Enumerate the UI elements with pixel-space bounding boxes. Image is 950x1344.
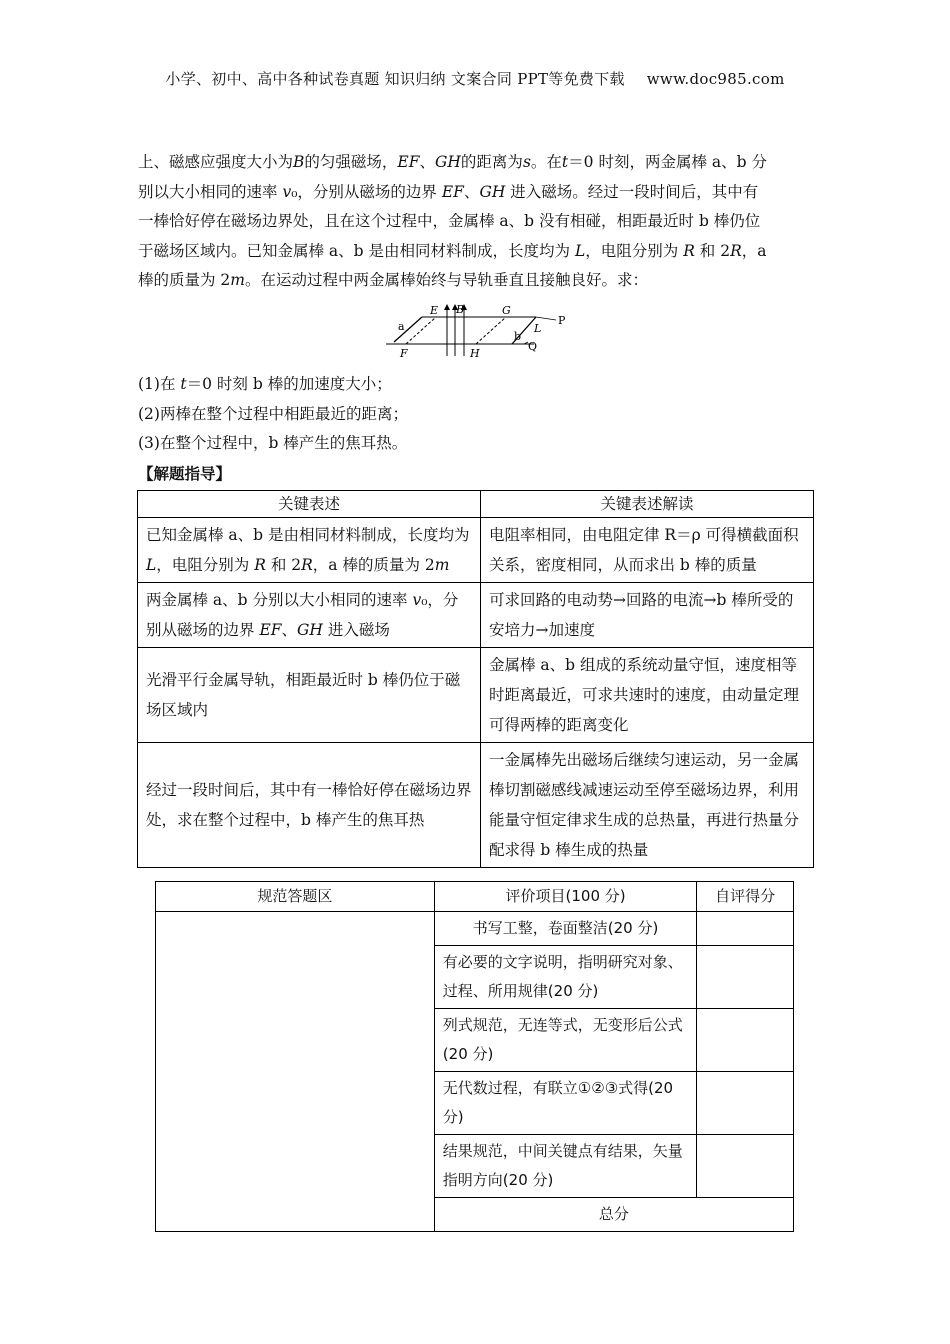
leader-line-p — [536, 317, 556, 320]
key-interpretation: 电阻率相同，由电阻定律 R＝ρ 可得横截面积关系，密度相同，从而求出 b 棒的质量 — [481, 518, 814, 583]
rubric-header: 自评得分 — [697, 882, 794, 912]
boundary-ef — [406, 317, 436, 344]
question-list — [138, 370, 408, 459]
self-score-cell[interactable] — [697, 1009, 794, 1072]
rubric-header-row — [156, 882, 794, 912]
label-p: P — [558, 314, 566, 327]
label-f: F — [400, 347, 408, 360]
self-score-cell[interactable] — [697, 946, 794, 1009]
label-q: Q — [528, 340, 538, 353]
label-l: L — [534, 322, 542, 335]
table-row — [156, 912, 794, 946]
guide-title: 【解题指导】 — [138, 464, 232, 483]
self-score-cell[interactable] — [697, 912, 794, 946]
key-statement: 光滑平行金属导轨，相距最近时 b 棒仍位于磁场区域内 — [138, 648, 481, 743]
label-a: a — [398, 320, 405, 333]
key-statement: 经过一段时间后，其中有一棒恰好停在磁场边界处，求在整个过程中，b 棒产生的焦耳热 — [138, 743, 481, 868]
label-b-field: B — [456, 303, 465, 316]
label-e: E — [430, 304, 439, 317]
problem-statement — [138, 148, 814, 296]
problem-line: 一棒恰好停在磁场边界处，且在这个过程中，金属棒 a、b 没有相碰，相距最近时 b 棒仍位 — [138, 212, 761, 230]
page-header — [0, 68, 950, 89]
problem-line: 于磁场区域内。已知金属棒 a、b 是由相同材料制成，长度均为 L，电阻分别为 R 和 2R，a — [138, 241, 767, 260]
rubric-item: 有必要的文字说明，指明研究对象、过程、所用规律(20 分) — [434, 946, 697, 1009]
key-interpretation: 一金属棒先出磁场后继续匀速运动，另一金属棒切割磁感线减速运动至停至磁场边界，利用能量守恒定律求生成的总热量，再进行热量分配求得 b 棒生成的热量 — [481, 743, 814, 868]
rubric-item: 结果规范，中间关键点有结果，矢量指明方向(20 分) — [434, 1135, 697, 1198]
rubric-item: 书写工整，卷面整洁(20 分) — [434, 912, 697, 946]
self-score-cell[interactable] — [697, 1072, 794, 1135]
guide-header: 关键表述 — [138, 491, 481, 518]
problem-line: 别以大小相同的速率 v₀，分别从磁场的边界 EF、GH 进入磁场。经过一段时间后，其中有 — [138, 182, 759, 201]
rail-diagram — [384, 302, 574, 364]
table-row — [138, 583, 814, 648]
problem-line: 棒的质量为 2m。在运动过程中两金属棒始终与导轨垂直且接触良好。求： — [138, 271, 649, 289]
table-row — [138, 518, 814, 583]
guide-table — [137, 490, 814, 868]
key-interpretation: 可求回路的电动势→回路的电流→b 棒所受的安培力→加速度 — [481, 583, 814, 648]
guide-header: 关键表述解读 — [481, 491, 814, 518]
rubric-item: 列式规范，无连等式，无变形后公式(20 分) — [434, 1009, 697, 1072]
answer-area[interactable] — [156, 912, 435, 1232]
rubric-item: 无代数过程，有联立①②③式得(20 分) — [434, 1072, 697, 1135]
question-item: (3)在整个过程中，b 棒产生的焦耳热。 — [138, 434, 408, 452]
table-row — [138, 743, 814, 868]
rubric-table — [155, 881, 794, 1232]
table-row — [138, 648, 814, 743]
key-interpretation: 金属棒 a、b 组成的系统动量守恒，速度相等时距离最近，可求共速时的速度，由动量定理可得两棒的距离变化 — [481, 648, 814, 743]
boundary-gh — [476, 317, 506, 344]
label-g: G — [502, 304, 511, 317]
question-item: (1)在 t＝0 时刻 b 棒的加速度大小； — [138, 375, 392, 393]
rubric-header: 评价项目(100 分) — [434, 882, 697, 912]
question-item: (2)两棒在整个过程中相距最近的距离； — [138, 404, 408, 423]
rubric-header: 规范答题区 — [156, 882, 435, 912]
self-score-cell[interactable] — [697, 1135, 794, 1198]
problem-line: 上、磁感应强度大小为B的匀强磁场，EF、GH的距离为s。在t＝0 时刻，两金属棒 a、b 分 — [138, 153, 767, 171]
label-h: H — [470, 347, 480, 360]
key-statement: 已知金属棒 a、b 是由相同材料制成，长度均为 L，电阻分别为 R 和 2R，a 棒的质量为 2m — [138, 518, 481, 583]
key-statement: 两金属棒 a、b 分别以大小相同的速率 v₀，分别从磁场的边界 EF、GH 进入磁场 — [138, 583, 481, 648]
guide-header-row — [138, 491, 814, 518]
field-arrow — [444, 304, 450, 310]
header-text: 小学、初中、高中各种试卷真题 知识归纳 文案合同 PPT等免费下载 — [165, 70, 625, 88]
label-b-rod: b — [514, 330, 522, 343]
total-label: 总分 — [434, 1198, 793, 1232]
header-site: www.doc985.com — [646, 70, 785, 88]
